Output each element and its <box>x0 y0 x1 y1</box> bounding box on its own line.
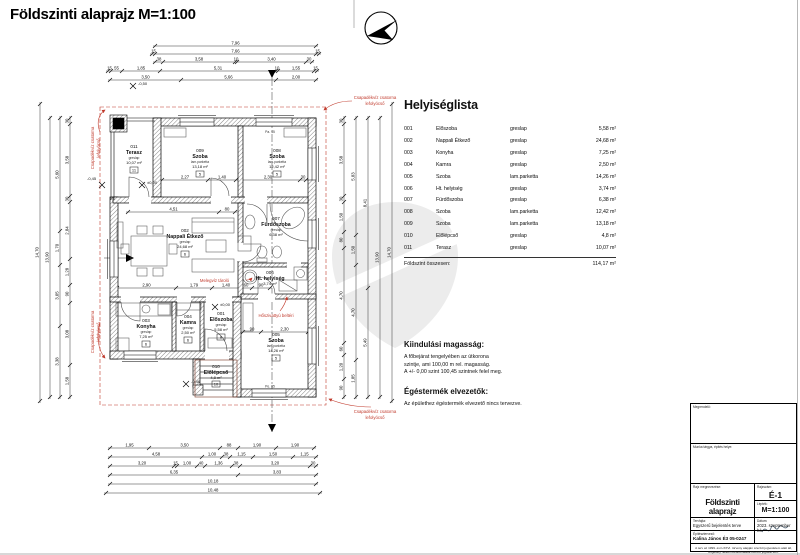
room-label-001 <box>210 311 233 340</box>
svg-text:13,18 m²: 13,18 m² <box>192 164 208 169</box>
dim-label: 2,30 <box>280 326 289 332</box>
svg-text:6: 6 <box>144 341 148 347</box>
dimension-chain <box>65 116 73 399</box>
svg-text:Nappali Étkező: Nappali Étkező <box>166 234 204 240</box>
svg-text:14,26 m²: 14,26 m² <box>268 348 284 353</box>
svg-text:Kamra: Kamra <box>179 320 197 326</box>
room-list-title: Helyiséglista <box>404 98 478 112</box>
dim-label: 1,40 <box>221 282 231 288</box>
dim-label: 3,83 <box>272 469 282 475</box>
svg-text:7,25 m²: 7,25 m² <box>139 334 153 339</box>
room-list-row: 010 Előlépcső greslap 4,8 m² <box>404 233 616 240</box>
svg-text:12,42 m²: 12,42 m² <box>269 164 285 169</box>
dim-label: 30 <box>64 118 70 124</box>
svg-text:Ht. helyiség: Ht. helyiség <box>255 276 285 282</box>
dim-label: 1,15 <box>237 451 246 457</box>
dim-label: 30 <box>64 196 70 202</box>
svg-text:-0,50: -0,50 <box>138 81 148 86</box>
svg-text:007: 007 <box>272 216 280 221</box>
dim-label: 5,49 <box>362 338 368 347</box>
dim-label: 30 <box>310 460 316 466</box>
dim-label: 1,79 <box>189 282 199 288</box>
north-arrow-icon <box>365 12 397 44</box>
dim-label: 88 <box>226 442 232 448</box>
dim-label: 60 <box>243 282 249 288</box>
dim-label: 7,66 <box>231 48 240 54</box>
dim-label: 13,90 <box>44 252 50 263</box>
dim-label: 1,58 <box>64 376 70 386</box>
downpipe-note: Csapadékvíz csatorna <box>90 126 95 170</box>
svg-text:6: 6 <box>186 337 190 343</box>
drawing-name: Földszinti alaprajz <box>705 498 740 516</box>
dim-label: 1,90 <box>290 442 300 448</box>
svg-text:greslap: greslap <box>179 240 191 244</box>
title-block: Megrendelő: Munka tárgya, építés helye: Rajz megnevezése: Földszinti alaprajz Rajzszám: É-1 Lépték: M=1:100 Tervfajta: Egyszerű bejelentés terve Dátum: 2023. szeptember hó Építésztervező: Kalina János É3 05-0247 A terv az 1999. évi LXXVI. törvény alapján szerzői jogvédelem alatt áll, engedély nélküli felhasználása szerzői jogokat sért. <box>690 403 797 552</box>
room-label-005 <box>267 332 285 361</box>
dim-label: 3,58 <box>194 56 204 62</box>
dim-label: 1,50 <box>268 451 278 457</box>
svg-text:greslap: greslap <box>270 228 282 232</box>
svg-text:008: 008 <box>273 148 281 153</box>
notes-block: Kiindulási magasság: A főbejárat tengelyében az útkorona szintje, ami 100,00 m rel. magasság. A +/- 0,00 szint 100,45 szintnek felel meg. Égéstermék elvezetők: Az épülethez égéstermék elvezető nincs tervezve. <box>404 340 634 408</box>
svg-text:005: 005 <box>272 332 280 337</box>
note-heading: Kiindulási magasság: <box>404 340 485 349</box>
svg-text:24,68 m²: 24,68 m² <box>177 244 193 249</box>
room-list-row: 009 Szoba lam.parketta 13,18 m² <box>404 221 616 228</box>
dimension-chain <box>126 207 237 215</box>
dimension-chain <box>108 443 316 451</box>
svg-text:-0,45: -0,45 <box>87 176 97 181</box>
svg-text:Konyha: Konyha <box>136 324 156 330</box>
svg-text:006: 006 <box>266 270 274 275</box>
room-label-008 <box>268 148 286 177</box>
svg-text:-0,46: -0,46 <box>191 379 201 384</box>
note-heading: Égéstermék elvezetők: <box>404 386 489 396</box>
room-list-row: 011 Terasz greslap 10,07 m² <box>404 245 616 252</box>
dimension-chain <box>108 461 318 469</box>
svg-text:lam.parketta: lam.parketta <box>190 160 210 164</box>
dim-label: 4,70 <box>350 308 356 317</box>
dim-label: 4,70 <box>338 291 344 300</box>
svg-text:lefolyócső: lefolyócső <box>365 415 385 420</box>
dim-label: 10 <box>233 56 239 62</box>
plan-type: Egyszerű bejelentés terve <box>693 523 742 528</box>
svg-text:Szoba: Szoba <box>269 154 285 160</box>
drawing-number: É-1 <box>768 490 783 500</box>
room-list-row: 001 Előszoba greslap 5,58 m² <box>404 126 616 132</box>
dim-label: 30 <box>338 196 344 202</box>
dim-label: 1,50 <box>350 245 356 255</box>
dim-label: 5,83 <box>350 172 356 181</box>
dimension-chain <box>35 102 43 403</box>
dimension-chain <box>153 41 318 49</box>
dim-label: 3,20 <box>270 460 280 466</box>
dim-label: 1,85 <box>350 374 356 383</box>
dim-label: 90 <box>338 385 344 391</box>
dimension-chain <box>108 479 318 487</box>
svg-text:001: 001 <box>217 311 225 316</box>
dim-label: 5,60 <box>54 170 60 179</box>
dim-label: 8,41 <box>362 198 368 208</box>
dim-label: 90 <box>249 326 255 332</box>
dimension-chain <box>106 66 319 74</box>
room-label-009 <box>191 148 209 177</box>
dim-label: 2,27 <box>180 174 190 180</box>
svg-text:10,07 m²: 10,07 m² <box>126 160 142 165</box>
svg-text:009: 009 <box>196 148 204 153</box>
room-list-total: Földszint összesen: 114,17 m² <box>404 257 616 270</box>
dim-label: 38 <box>223 451 229 457</box>
svg-text:5: 5 <box>198 171 202 177</box>
dim-label: 1,70 <box>54 243 60 253</box>
date: 2023. szeptember hó <box>757 523 791 533</box>
dim-label: 30 <box>300 174 306 180</box>
dim-label: 14,70 <box>386 247 392 258</box>
architect: Kalina János É3 05-0247 <box>693 536 747 541</box>
dim-label: 2,30 <box>263 174 273 180</box>
copyright-disclaimer: A terv az 1999. évi LXXVI. törvény alapján szerzői jogvédelem alatt áll, engedély nélküli felhasználása szerzői jogokat sért. <box>695 545 792 554</box>
dim-label: 3,58 <box>64 155 70 165</box>
dim-label: 3,20 <box>137 460 147 466</box>
svg-text:lefolyócső: lefolyócső <box>96 138 101 158</box>
dimension-chain <box>160 175 308 183</box>
dimension-chain <box>108 452 318 460</box>
svg-text:11: 11 <box>131 167 137 173</box>
svg-text:greslap: greslap <box>182 326 194 330</box>
dim-label: 15 <box>313 65 318 71</box>
svg-text:Szoba: Szoba <box>192 154 208 160</box>
dim-label: 30 <box>338 118 344 124</box>
page-title: Földszinti alaprajz M=1:100 <box>10 6 196 23</box>
dimension-chain <box>55 116 63 399</box>
room-list-row: 004 Kamra greslap 2,50 m² <box>404 161 616 168</box>
dim-label: 1,95 <box>125 442 134 448</box>
svg-text:004: 004 <box>184 314 192 319</box>
svg-text:lam.parketta: lam.parketta <box>266 344 286 348</box>
room-list-row: 003 Konyha greslap 7,25 m² <box>404 149 616 156</box>
svg-text:6: 6 <box>183 251 187 257</box>
room-list-row: 005 Szoba lam.parketta 14,26 m² <box>404 173 616 180</box>
dim-label: 3,08 <box>64 329 70 339</box>
dim-label: 7,96 <box>231 40 240 46</box>
dim-label: 10 <box>274 65 280 71</box>
svg-text:010: 010 <box>212 364 220 369</box>
dim-label: 10,48 <box>207 487 219 493</box>
room-label-002 <box>167 228 204 257</box>
room-list-row: 007 Fürdőszoba greslap 6,38 m² <box>404 197 616 204</box>
room-list-row: 006 Ht. helyiség greslap 3,74 m² <box>404 185 616 192</box>
dim-label: 3,50 <box>180 442 189 448</box>
svg-text:Szoba: Szoba <box>268 338 284 344</box>
heat-pump-note: Hőszivattyú beltéri <box>258 313 294 318</box>
dim-label: 1,85 <box>136 65 146 71</box>
drawing-scale: M=1:100 <box>761 507 790 514</box>
svg-text:5: 5 <box>274 355 278 361</box>
svg-text:greslap: greslap <box>140 330 152 334</box>
dim-label: 15 <box>173 460 178 466</box>
svg-text:5,58 m²: 5,58 m² <box>214 327 228 332</box>
dim-label: 3,58 <box>338 155 344 165</box>
dim-label: 4,58 <box>151 451 161 457</box>
dimension-chain <box>45 116 53 399</box>
dim-label: 38 <box>156 56 162 62</box>
svg-text:3,74 m²: 3,74 m² <box>263 281 277 286</box>
svg-text:Pa. 45: Pa. 45 <box>265 130 275 134</box>
dim-label: 5,31 <box>213 65 223 71</box>
room-label-003 <box>136 318 155 347</box>
svg-text:003: 003 <box>142 318 150 323</box>
svg-text:Fürdőszoba: Fürdőszoba <box>261 222 291 228</box>
dim-label: 4,51 <box>169 206 178 212</box>
dim-label: 15 <box>315 48 320 54</box>
dim-label: 3,50 <box>141 74 150 80</box>
dim-label: 13,90 <box>374 252 380 263</box>
svg-text:lam.parketta: lam.parketta <box>267 160 287 164</box>
dim-label: 3,38 <box>54 357 60 366</box>
dim-label: 1,15 <box>300 451 309 457</box>
dim-label: 1,28 <box>64 267 70 277</box>
downpipe-note: Csapadékvíz csatorna <box>353 409 397 414</box>
svg-text:greslap: greslap <box>128 156 140 160</box>
dim-label: 3,40 <box>267 56 276 62</box>
hot-water-tank-note: Melegvíz tároló <box>199 278 229 283</box>
dim-label: 2,84 <box>64 226 70 235</box>
dim-label: 14,70 <box>34 247 40 258</box>
dim-label: 80 <box>224 206 230 212</box>
dim-label: 60 <box>338 346 344 352</box>
dim-label: 38 <box>233 460 239 466</box>
downpipe-note: Csapadékvíz csatorna <box>90 310 95 354</box>
room-label-010 <box>204 364 229 387</box>
dim-label: 1,00 <box>182 460 192 466</box>
svg-text:5: 5 <box>275 171 279 177</box>
svg-text:greslap: greslap <box>215 323 227 327</box>
svg-text:Előlépcső: Előlépcső <box>203 370 229 376</box>
room-list-row: 002 Nappali Étkező greslap 24,68 m² <box>404 137 616 144</box>
dimension-chain <box>108 470 318 478</box>
svg-text:10: 10 <box>213 381 219 387</box>
dim-label: 55 <box>114 65 119 71</box>
dim-label: 1,20 <box>338 362 344 372</box>
dimension-chain <box>150 49 321 57</box>
dim-label: 3,05 <box>54 291 60 300</box>
dim-label: 90 <box>258 282 264 288</box>
svg-text:±0,00: ±0,00 <box>147 180 157 185</box>
dim-label: 90 <box>64 291 70 297</box>
dim-label: 6,35 <box>169 469 179 475</box>
svg-text:8: 8 <box>219 334 223 340</box>
dim-label: 2,00 <box>291 74 301 80</box>
room-label-011 <box>126 144 143 173</box>
dim-label: 10,18 <box>207 478 219 484</box>
dim-label: 1,90 <box>252 442 262 448</box>
dim-label: 1,40 <box>217 174 227 180</box>
svg-text:6,38 m²: 6,38 m² <box>269 232 283 237</box>
svg-text:2,50 m²: 2,50 m² <box>181 330 195 335</box>
dim-label: 1,36 <box>214 460 223 466</box>
svg-text:Előszoba: Előszoba <box>209 317 233 323</box>
dim-label: 15 <box>107 65 112 71</box>
dim-label: 1,50 <box>338 212 344 222</box>
svg-text:Pe. 85: Pe. 85 <box>265 384 275 389</box>
dim-label: 2,90 <box>142 282 151 288</box>
svg-text:±0,00: ±0,00 <box>220 302 230 307</box>
room-label-007 <box>261 216 291 237</box>
dim-label: 40 <box>198 460 204 466</box>
svg-text:011: 011 <box>130 144 138 149</box>
dim-label: 5,66 <box>224 74 233 80</box>
svg-text:lefolyócső: lefolyócső <box>96 322 101 342</box>
dim-label: 1,55 <box>291 65 301 71</box>
svg-text:lefolyócső: lefolyócső <box>365 101 385 106</box>
svg-text:002: 002 <box>181 228 189 233</box>
room-list <box>404 98 616 270</box>
dim-label: 15 <box>151 48 156 54</box>
room-label-004 <box>180 314 196 343</box>
dimension-chain <box>153 57 314 65</box>
svg-text:4,8 m²: 4,8 m² <box>210 375 222 380</box>
svg-text:Terasz: Terasz <box>125 150 143 156</box>
downpipe-note: Csapadékvíz csatorna <box>353 95 397 100</box>
dim-label: 1,00 <box>207 451 217 457</box>
dim-label: 30 <box>306 56 312 62</box>
dimension-chain <box>104 488 322 496</box>
dim-label: 80 <box>338 237 344 243</box>
room-list-row: 008 Szoba lam.parketta 12,42 m² <box>404 209 616 216</box>
